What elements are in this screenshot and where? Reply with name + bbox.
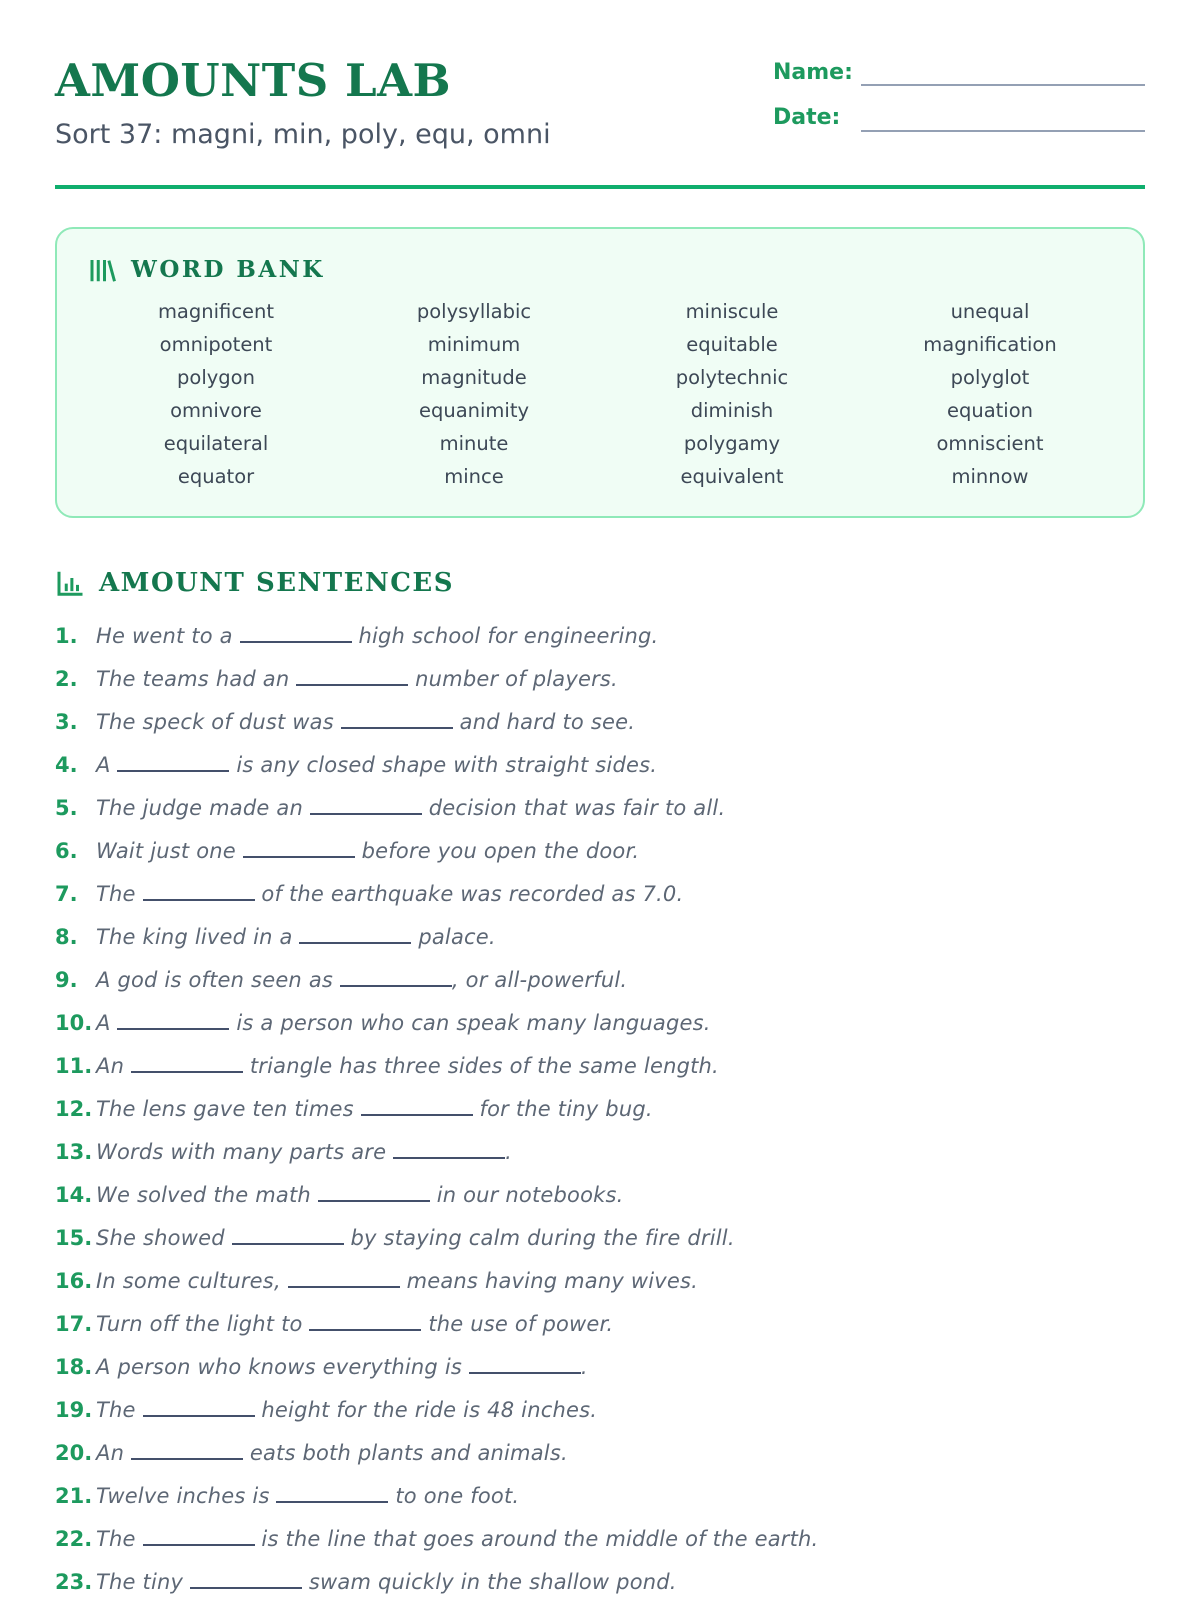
fill-in-blank[interactable] xyxy=(299,942,411,944)
sentence-text: A person who knows everything is . xyxy=(96,1354,588,1379)
sentence-number: 2. xyxy=(55,666,78,691)
sentence-text: A is a person who can speak many languages. xyxy=(96,1010,711,1035)
word-bank-word: equator xyxy=(177,464,255,488)
date-field-row xyxy=(773,105,1145,131)
sentence-item xyxy=(55,753,1145,778)
name-label: Name: xyxy=(773,60,853,85)
sentence-number: 8. xyxy=(55,924,78,949)
sentence-number: 5. xyxy=(55,795,78,820)
page-subtitle: Sort 37: magni, min, poly, equ, omni xyxy=(55,118,551,150)
word-bank-word: magnitude xyxy=(421,365,527,389)
word-bank-word: omnipotent xyxy=(159,332,273,356)
word-bank-word: equation xyxy=(946,398,1034,422)
sentence-number: 4. xyxy=(55,752,78,777)
sentence-text: The judge made an decision that was fair to all. xyxy=(96,795,726,820)
word-bank-word: polyglot xyxy=(950,365,1030,389)
word-bank-word: diminish xyxy=(690,398,774,422)
sentence-item xyxy=(55,667,1145,692)
word-bank-header xyxy=(87,255,1119,285)
sentence-number: 6. xyxy=(55,838,78,863)
fill-in-blank[interactable] xyxy=(309,1329,421,1331)
divider-rule xyxy=(55,185,1145,189)
fill-in-blank[interactable] xyxy=(117,770,229,772)
word-bank-grid xyxy=(87,301,1119,488)
sentence-item xyxy=(55,925,1145,950)
name-date-block xyxy=(773,56,1145,151)
sentence-number: 13. xyxy=(55,1139,93,1164)
sentence-item xyxy=(55,1011,1145,1036)
word-bank-heading: WORD BANK xyxy=(131,256,325,284)
sentence-item xyxy=(55,882,1145,907)
sentence-text: In some cultures, means having many wives. xyxy=(96,1268,699,1293)
sentence-number: 1. xyxy=(55,623,78,648)
sentence-item xyxy=(55,1355,1145,1380)
sentence-text: We solved the math in our notebooks. xyxy=(96,1182,624,1207)
sentence-text: The speck of dust was and hard to see. xyxy=(96,709,636,734)
sentence-number: 14. xyxy=(55,1182,93,1207)
sentence-text: Twelve inches is to one foot. xyxy=(96,1483,520,1508)
sentence-item xyxy=(55,1183,1145,1208)
sentence-text: Wait just one before you open the door. xyxy=(96,838,640,863)
sentence-number: 12. xyxy=(55,1096,93,1121)
sentence-number: 22. xyxy=(55,1526,93,1551)
books-icon xyxy=(87,255,117,285)
word-bank-word: miniscule xyxy=(685,299,779,323)
word-bank-word: equanimity xyxy=(418,398,530,422)
sentence-text: The king lived in a palace. xyxy=(96,924,496,949)
word-bank-word: minute xyxy=(439,431,509,455)
fill-in-blank[interactable] xyxy=(469,1372,581,1374)
sentence-number: 16. xyxy=(55,1268,93,1293)
sentence-item xyxy=(55,796,1145,821)
sentence-item xyxy=(55,1097,1145,1122)
fill-in-blank[interactable] xyxy=(276,1501,388,1503)
sentence-item xyxy=(55,1226,1145,1251)
fill-in-blank[interactable] xyxy=(232,1243,344,1245)
title-block xyxy=(55,56,551,150)
fill-in-blank[interactable] xyxy=(296,684,408,686)
fill-in-blank[interactable] xyxy=(131,1458,243,1460)
sentence-number: 19. xyxy=(55,1397,93,1422)
sentence-item xyxy=(55,1570,1145,1595)
sentence-item xyxy=(55,1269,1145,1294)
sentence-number: 23. xyxy=(55,1569,93,1594)
word-bank-word: unequal xyxy=(950,299,1030,323)
word-bank-word: omnivore xyxy=(170,398,262,422)
fill-in-blank[interactable] xyxy=(190,1587,302,1589)
sentence-item xyxy=(55,839,1145,864)
word-bank-word: equivalent xyxy=(680,464,784,488)
sentence-text: The height for the ride is 48 inches. xyxy=(96,1397,598,1422)
sentences-heading: AMOUNT SENTENCES xyxy=(99,567,455,598)
sentence-number: 21. xyxy=(55,1483,93,1508)
fill-in-blank[interactable] xyxy=(131,1071,243,1073)
word-bank-word: magnification xyxy=(923,332,1057,356)
sentence-number: 20. xyxy=(55,1440,93,1465)
word-bank-word: polygamy xyxy=(683,431,781,455)
fill-in-blank[interactable] xyxy=(240,641,352,643)
word-bank-word: polygon xyxy=(177,365,255,389)
sentence-item xyxy=(55,1484,1145,1509)
fill-in-blank[interactable] xyxy=(143,899,255,901)
sentence-item xyxy=(55,1312,1145,1337)
word-bank-card xyxy=(55,227,1145,518)
word-bank-word: equilateral xyxy=(163,431,269,455)
word-bank-word: mince xyxy=(444,464,504,488)
date-write-line[interactable] xyxy=(861,106,1145,132)
sentence-text: A is any closed shape with straight sides. xyxy=(96,752,658,777)
sentence-number: 18. xyxy=(55,1354,93,1379)
sentence-number: 3. xyxy=(55,709,78,734)
sentence-text: The teams had an number of players. xyxy=(96,666,618,691)
page-title: AMOUNTS LAB xyxy=(55,54,452,107)
word-bank-word: minnow xyxy=(951,464,1029,488)
sentence-number: 15. xyxy=(55,1225,93,1250)
fill-in-blank[interactable] xyxy=(288,1286,400,1288)
sentence-item xyxy=(55,1054,1145,1079)
sentence-item xyxy=(55,624,1145,649)
sentence-number: 10. xyxy=(55,1010,93,1035)
sentence-number: 7. xyxy=(55,881,78,906)
sentence-text: A god is often seen as , or all-powerful. xyxy=(96,967,628,992)
header xyxy=(55,56,1145,151)
fill-in-blank[interactable] xyxy=(117,1028,229,1030)
sentence-item xyxy=(55,1441,1145,1466)
sentence-list xyxy=(55,624,1145,1595)
name-write-line[interactable] xyxy=(861,60,1145,86)
sentence-item xyxy=(55,1527,1145,1552)
sentence-text: The is the line that goes around the middle of the earth. xyxy=(96,1526,819,1551)
sentence-text: He went to a high school for engineering. xyxy=(96,623,659,648)
sentence-text: An eats both plants and animals. xyxy=(96,1440,568,1465)
fill-in-blank[interactable] xyxy=(318,1200,430,1202)
sentence-item xyxy=(55,1140,1145,1165)
word-bank-word: equitable xyxy=(686,332,778,356)
sentences-section xyxy=(55,568,1145,1595)
sentence-text: An triangle has three sides of the same length. xyxy=(96,1053,719,1078)
word-bank-word: magnificent xyxy=(157,299,275,323)
fill-in-blank[interactable] xyxy=(340,985,452,987)
sentence-text: The of the earthquake was recorded as 7.0. xyxy=(96,881,684,906)
fill-in-blank[interactable] xyxy=(341,727,453,729)
date-label: Date: xyxy=(773,105,841,131)
sentence-number: 9. xyxy=(55,967,78,992)
word-bank-word: minimum xyxy=(427,332,521,356)
sentence-number: 11. xyxy=(55,1053,93,1078)
sentence-item xyxy=(55,710,1145,735)
fill-in-blank[interactable] xyxy=(143,1544,255,1546)
fill-in-blank[interactable] xyxy=(393,1157,505,1159)
fill-in-blank[interactable] xyxy=(143,1415,255,1417)
sentence-text: Turn off the light to the use of power. xyxy=(96,1311,614,1336)
name-field-row xyxy=(773,60,1145,86)
fill-in-blank[interactable] xyxy=(243,856,355,858)
fill-in-blank[interactable] xyxy=(361,1114,473,1116)
sentence-text: Words with many parts are . xyxy=(96,1139,513,1164)
word-bank-word: polytechnic xyxy=(675,365,789,389)
word-bank-word: omniscient xyxy=(936,431,1044,455)
sentence-text: She showed by staying calm during the fire drill. xyxy=(96,1225,735,1250)
sentence-text: The lens gave ten times for the tiny bug. xyxy=(96,1096,653,1121)
sentence-text: The tiny swam quickly in the shallow pond. xyxy=(96,1569,677,1594)
word-bank-word: polysyllabic xyxy=(416,299,532,323)
fill-in-blank[interactable] xyxy=(310,813,422,815)
sentence-item xyxy=(55,1398,1145,1423)
sentence-item xyxy=(55,968,1145,993)
sentences-header xyxy=(55,568,1145,598)
sentence-number: 17. xyxy=(55,1311,93,1336)
bar-chart-icon xyxy=(55,568,85,598)
